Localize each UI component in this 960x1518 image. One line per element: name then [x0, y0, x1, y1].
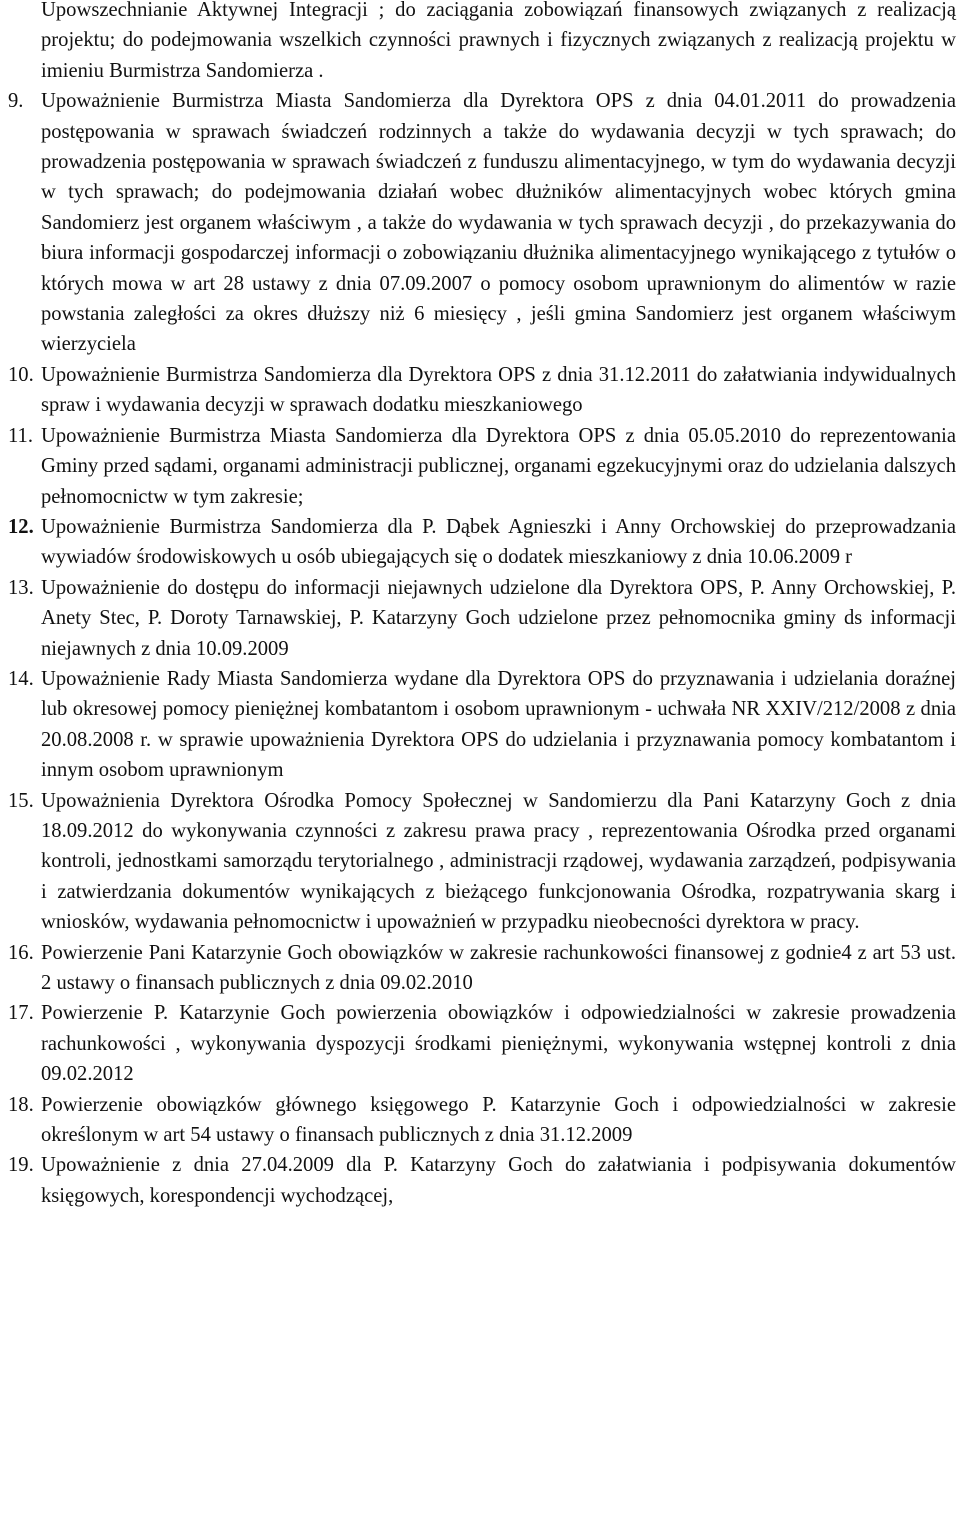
item-text: Upoważnienia Dyrektora Ośrodka Pomocy Społecznej w Sandomierzu dla Pani Katarzyny Goch z dnia 18.09.2012 do wykonywania czynności z zakresu prawa pracy , reprezentowania Ośrodka przed organami kontroli, jednostkami samorządu terytorialnego , administracji rządowej, wydawania zarządzeń, podpisywania i zatwierdzania dokumentów wynikających z bieżącego funkcjonowania Ośrodka, rozpatrywania skarg i wniosków, wydawania pełnomocnictw i upoważnień w przypadku nieobecności dyrektora w pracy.: [41, 789, 956, 934]
item-number: 16.: [8, 941, 34, 964]
list-item-14: [0, 664, 960, 786]
item-text: Upoważnienie z dnia 27.04.2009 dla P. Katarzyny Goch do załatwiania i podpisywania dokumentów księgowych, korespondencji wychodzącej,: [41, 1154, 956, 1207]
list-item-17: [0, 998, 960, 1089]
item-text: Upoważnienie do dostępu do informacji niejawnych udzielone dla Dyrektora OPS, P. Anny Orchowskiej, P. Anety Stec, P. Doroty Tarnawskiej, P. Katarzyny Goch udzielone przez pełnomocnika gminy ds informacji niejawnych z dnia 10.09.2009: [41, 576, 956, 660]
intro-paragraph: Upowszechnianie Aktywnej Integracji ; do zaciągania zobowiązań finansowych związanych z realizacją projektu; do podejmowania wszelkich czynności prawnych i fizycznych związanych z realizacją projektu w imieniu Burmistrza Sandomierza .: [41, 0, 956, 82]
list-item-19: [0, 1150, 960, 1211]
item-number: 11.: [8, 424, 33, 447]
item-text: Upoważnienie Rady Miasta Sandomierza wydane dla Dyrektora OPS do przyznawania i udzielania doraźnej lub okresowej pomocy pieniężnej kombatantom i osobom uprawnionym - uchwała NR XXIV/212/2008 z dnia 20.08.2008 r. w sprawie upoważnienia Dyrektora OPS do udzielania i przyznawania pomocy kombatantom i innym osobom uprawnionym: [41, 667, 956, 782]
list-item-9: [0, 86, 960, 360]
list-item-12: [0, 512, 960, 573]
item-text: Upoważnienie Burmistrza Miasta Sandomierza dla Dyrektora OPS z dnia 05.05.2010 do reprezentowania Gminy przed sądami, organami administracji publicznej, organami egzekucyjnymi oraz do udzielania dalszych pełnomocnictw w tym zakresie;: [41, 424, 956, 508]
item-number: 10.: [8, 363, 34, 386]
item-number: 12.: [8, 515, 34, 538]
item-number: 19.: [8, 1154, 34, 1177]
list-item-10: [0, 360, 960, 421]
item-text: Upoważnienie Burmistrza Miasta Sandomierza dla Dyrektora OPS z dnia 04.01.2011 do prowadzenia postępowania w sprawach świadczeń rodzinnych a także do wydawania decyzji w tych sprawach; do prowadzenia postępowania w sprawach świadczeń z funduszu alimentacyjnego, w tym do wydawania decyzji w tych sprawach; do podejmowania działań wobec dłużników alimentacyjnych wobec których gmina Sandomierz jest organem właściwym , a także do wydawania w tych sprawach decyzji , do przekazywania do biura informacji gospodarczej informacji o zobowiązaniu dłużnika alimentacyjnego wynikającego z tytułów o których mowa w art 28 ustawy z dnia 07.09.2007 o pomocy osobom uprawnionym do alimentów w razie powstania zaległości za okres dłuższy niż 6 miesięcy , jeśli gmina Sandomierz jest organem właściwym wierzyciela: [41, 90, 956, 356]
item-number: 15.: [8, 789, 34, 812]
list-item-13: [0, 573, 960, 664]
item-text: Powierzenie obowiązków głównego księgowego P. Katarzynie Goch i odpowiedzialności w zakresie określonym w art 54 ustawy o finansach publicznych z dnia 31.12.2009: [41, 1093, 956, 1147]
item-number: 9.: [8, 90, 24, 113]
list-item-11: [0, 421, 960, 512]
item-text: Powierzenie Pani Katarzynie Goch obowiązków w zakresie rachunkowości finansowej z godnie4 z art 53 ust. 2 ustawy o finansach publicznych z dnia 09.02.2010: [41, 941, 956, 994]
item-text: Upoważnienie Burmistrza Sandomierza dla P. Dąbek Agnieszki i Anny Orchowskiej do przeprowadzania wywiadów środowiskowych u osób ubiegających się o dodatek mieszkaniowy z dnia 10.06.2009 r: [41, 515, 956, 569]
item-number: 18.: [8, 1093, 34, 1116]
item-number: 13.: [8, 576, 34, 599]
list-item-18: [0, 1090, 960, 1151]
item-text: Upoważnienie Burmistrza Sandomierza dla Dyrektora OPS z dnia 31.12.2011 do załatwiania indywidualnych spraw i wydawania decyzji w sprawach dodatku mieszkaniowego: [41, 363, 956, 417]
list-item-16: [0, 938, 960, 999]
list-item-15: [0, 786, 960, 938]
item-number: 14.: [8, 667, 34, 690]
item-number: 17.: [8, 1002, 34, 1025]
item-text: Powierzenie P. Katarzynie Goch powierzenia obowiązków i odpowiedzialności w zakresie prowadzenia rachunkowości , wykonywania dyspozycji środkami pieniężnymi, wykonywania wstępnej kontroli z dnia 09.02.2012: [41, 1002, 956, 1086]
